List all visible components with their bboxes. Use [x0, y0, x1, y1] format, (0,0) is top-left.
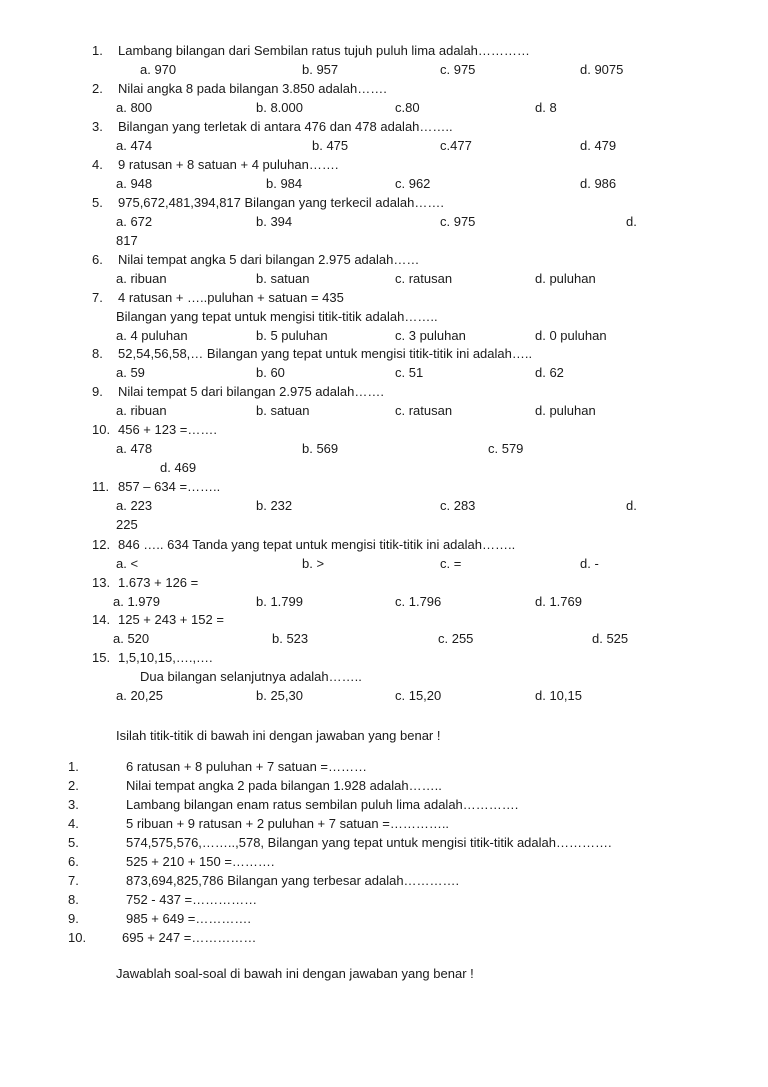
- question-text: Bilangan yang terletak di antara 476 dan 478 adalah……..: [118, 119, 453, 134]
- answer-option: a. 20,25: [116, 688, 163, 703]
- fill-item-text: 695 + 247 =……………: [122, 930, 257, 945]
- answer-option-tail: 817: [116, 233, 138, 248]
- fill-item-number: 4.: [68, 816, 79, 831]
- answer-option: a. 970: [140, 62, 177, 77]
- question-text: Nilai angka 8 pada bilangan 3.850 adalah…….: [118, 81, 387, 96]
- fill-item-number: 7.: [68, 873, 79, 888]
- question-number: 14.: [92, 612, 111, 627]
- fill-item-number: 6.: [68, 854, 79, 869]
- section-instruction: Jawablah soal-soal di bawah ini dengan jawaban yang benar !: [116, 966, 474, 981]
- answer-option: d. -: [580, 556, 599, 571]
- answer-option: a. 800: [116, 100, 153, 115]
- answer-option: d.: [626, 498, 637, 513]
- answer-option: c. 51: [395, 365, 424, 380]
- question-number: 9.: [92, 384, 103, 399]
- answer-option: c. 579: [488, 441, 524, 456]
- answer-option: b. 25,30: [256, 688, 303, 703]
- question-text: 1.673 + 126 =: [118, 575, 199, 590]
- answer-option: c. ratusan: [395, 271, 453, 286]
- question-number: 11.: [92, 479, 110, 494]
- question-number: 1.: [92, 43, 103, 58]
- question-text: Lambang bilangan dari Sembilan ratus tujuh puluh lima adalah…………: [118, 43, 530, 58]
- answer-option: b. 984: [266, 176, 303, 191]
- fill-item-text: 574,575,576,……..,578, Bilangan yang tepat untuk mengisi titik-titik adalah………….: [126, 835, 612, 850]
- question-text: Nilai tempat angka 5 dari bilangan 2.975 adalah……: [118, 252, 420, 267]
- answer-option: b. >: [302, 556, 325, 571]
- question-number: 4.: [92, 157, 103, 172]
- fill-item-text: 873,694,825,786 Bilangan yang terbesar adalah………….: [126, 873, 460, 888]
- fill-item-text: Nilai tempat angka 2 pada bilangan 1.928 adalah……..: [126, 778, 442, 793]
- fill-item-text: 5 ribuan + 9 ratusan + 2 puluhan + 7 satuan =…………..: [126, 816, 450, 831]
- question-number: 2.: [92, 81, 103, 96]
- answer-option: c. 975: [440, 214, 476, 229]
- fill-item-number: 3.: [68, 797, 79, 812]
- answer-option: b. 569: [302, 441, 339, 456]
- answer-option: a. 59: [116, 365, 145, 380]
- question-text: 857 – 634 =……..: [118, 479, 221, 494]
- question-number: 12.: [92, 537, 111, 552]
- answer-option: b. 394: [256, 214, 293, 229]
- question-text: Nilai tempat 5 dari bilangan 2.975 adalah…….: [118, 384, 384, 399]
- fill-item-text: 985 + 649 =………….: [126, 911, 252, 926]
- answer-option: b. 60: [256, 365, 285, 380]
- answer-option: d.: [626, 214, 637, 229]
- question-text: 1,5,10,15,….,….: [118, 650, 213, 665]
- question-number: 10.: [92, 422, 111, 437]
- question-number: 3.: [92, 119, 103, 134]
- question-number: 7.: [92, 290, 103, 305]
- answer-option: c. =: [440, 556, 462, 571]
- answer-option: b. 8.000: [256, 100, 303, 115]
- answer-option: d. 525: [592, 631, 629, 646]
- question-number: 5.: [92, 195, 103, 210]
- question-subtext: Bilangan yang tepat untuk mengisi titik-titik adalah……..: [116, 309, 438, 324]
- answer-option: a. ribuan: [116, 271, 167, 286]
- answer-option: b. satuan: [256, 271, 310, 286]
- question-text: 4 ratusan + …..puluhan + satuan = 435: [118, 290, 344, 305]
- question-number: 6.: [92, 252, 103, 267]
- fill-item-text: 525 + 210 + 150 =……….: [126, 854, 275, 869]
- answer-option: d. 0 puluhan: [535, 328, 607, 343]
- fill-item-text: Lambang bilangan enam ratus sembilan puluh lima adalah………….: [126, 797, 519, 812]
- answer-option: c.80: [395, 100, 420, 115]
- answer-option: a. 478: [116, 441, 153, 456]
- answer-option: a. 4 puluhan: [116, 328, 188, 343]
- fill-item-number: 5.: [68, 835, 79, 850]
- answer-option: d. 469: [160, 460, 197, 475]
- question-text: 52,54,56,58,… Bilangan yang tepat untuk mengisi titik-titik ini adalah…..: [118, 346, 533, 361]
- fill-item-text: 6 ratusan + 8 puluhan + 7 satuan =………: [126, 759, 368, 774]
- answer-option: d. 62: [535, 365, 564, 380]
- answer-option: c. 283: [440, 498, 476, 513]
- answer-option: b. 232: [256, 498, 293, 513]
- answer-option: c.477: [440, 138, 472, 153]
- question-number: 8.: [92, 346, 103, 361]
- answer-option: d. 986: [580, 176, 617, 191]
- answer-option: d. 10,15: [535, 688, 582, 703]
- answer-option: a. 1.979: [113, 594, 160, 609]
- section-instruction: Isilah titik-titik di bawah ini dengan jawaban yang benar !: [116, 728, 441, 743]
- question-text: 125 + 243 + 152 =: [118, 612, 224, 627]
- question-text: 9 ratusan + 8 satuan + 4 puluhan…….: [118, 157, 339, 172]
- answer-option: b. 475: [312, 138, 349, 153]
- answer-option: d. 479: [580, 138, 617, 153]
- question-text: 975,672,481,394,817 Bilangan yang terkecil adalah…….: [118, 195, 444, 210]
- answer-option: a. 672: [116, 214, 153, 229]
- answer-option: c. 975: [440, 62, 476, 77]
- fill-item-number: 1.: [68, 759, 79, 774]
- answer-option: c. 255: [438, 631, 474, 646]
- answer-option: a. 223: [116, 498, 153, 513]
- question-text: 456 + 123 =…….: [118, 422, 218, 437]
- answer-option: b. 5 puluhan: [256, 328, 328, 343]
- answer-option: c. ratusan: [395, 403, 453, 418]
- answer-option: d. 8: [535, 100, 557, 115]
- fill-item-number: 9.: [68, 911, 79, 926]
- question-number: 13.: [92, 575, 111, 590]
- answer-option: c. 962: [395, 176, 431, 191]
- fill-item-number: 10.: [68, 930, 87, 945]
- question-number: 15.: [92, 650, 111, 665]
- answer-option: b. 523: [272, 631, 309, 646]
- answer-option: c. 3 puluhan: [395, 328, 466, 343]
- answer-option: b. 1.799: [256, 594, 303, 609]
- answer-option: a. <: [116, 556, 139, 571]
- answer-option: a. 948: [116, 176, 153, 191]
- answer-option-tail: 225: [116, 517, 138, 532]
- answer-option: d. puluhan: [535, 271, 596, 286]
- answer-option: d. 9075: [580, 62, 624, 77]
- fill-item-text: 752 - 437 =……………: [126, 892, 258, 907]
- answer-option: a. ribuan: [116, 403, 167, 418]
- fill-item-number: 2.: [68, 778, 79, 793]
- question-text: 846 ….. 634 Tanda yang tepat untuk mengisi titik-titik ini adalah……..: [118, 537, 516, 552]
- fill-item-number: 8.: [68, 892, 79, 907]
- answer-option: d. puluhan: [535, 403, 596, 418]
- answer-option: b. 957: [302, 62, 339, 77]
- answer-option: a. 474: [116, 138, 153, 153]
- answer-option: b. satuan: [256, 403, 310, 418]
- answer-option: d. 1.769: [535, 594, 582, 609]
- answer-option: a. 520: [113, 631, 150, 646]
- question-subtext: Dua bilangan selanjutnya adalah……..: [140, 669, 362, 684]
- answer-option: c. 15,20: [395, 688, 442, 703]
- answer-option: c. 1.796: [395, 594, 442, 609]
